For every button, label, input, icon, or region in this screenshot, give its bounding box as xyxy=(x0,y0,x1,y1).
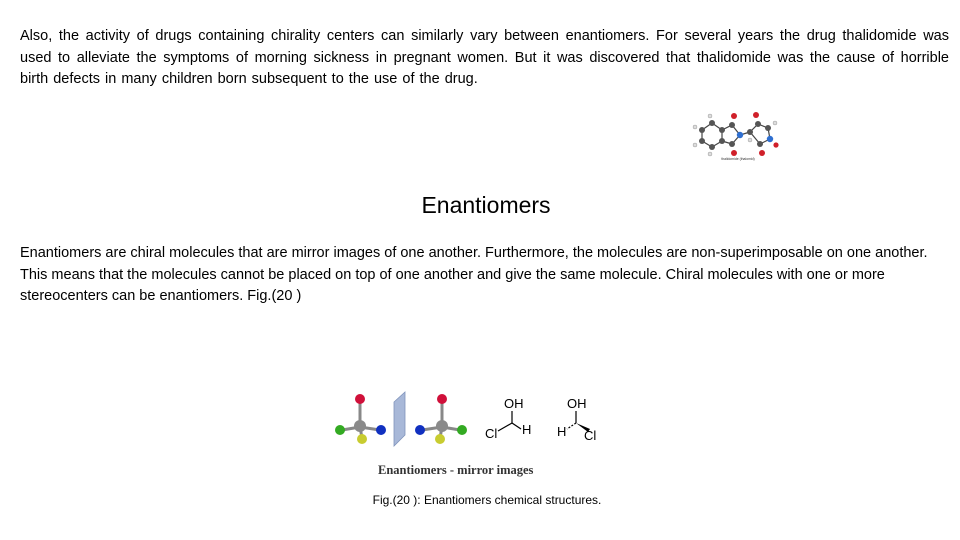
right-structural-formula xyxy=(557,396,596,443)
svg-text:OH: OH xyxy=(567,396,587,411)
figure-label: Enantiomers - mirror images xyxy=(378,463,534,477)
mirror-plane xyxy=(394,392,405,446)
svg-text:H: H xyxy=(557,424,567,439)
enantiomers-figure xyxy=(328,382,608,482)
left-structural-formula xyxy=(485,396,531,441)
svg-text:Cl: Cl xyxy=(584,428,597,443)
section-heading: Enantiomers xyxy=(421,192,551,218)
svg-text:H: H xyxy=(522,422,532,437)
intro-paragraph: Also, the activity of drugs containing chirality centers can similarly vary between enantiomers. For several years the drug thalidomide was used to alleviate the symptoms of morning sickness in pregnant women. But it was discovered that thalidomide was the cause of horrible birth defects in many children born subsequent to the use of the drug. xyxy=(20,28,949,87)
right-ball-stick-model xyxy=(422,399,460,438)
left-ball-stick-model xyxy=(342,399,380,438)
figure-caption: Fig.(20 ): Enantiomers chemical structures. xyxy=(372,493,602,507)
svg-text:Cl: Cl xyxy=(485,426,498,441)
svg-text:OH: OH xyxy=(504,396,524,411)
enantiomers-paragraph: Enantiomers are chiral molecules that are mirror images of one another. Furthermore, the molecules are non-superimposable on one another. This means that the molecules cannot be placed on top of one another and give the same molecule. Chiral molecules with one or more stereocenters can be enantiomers. Fig.(20 ) xyxy=(20,245,928,304)
thumbnail-label: thalidomide (thalomid) xyxy=(721,157,755,161)
thalidomide-molecule-image xyxy=(690,108,786,162)
